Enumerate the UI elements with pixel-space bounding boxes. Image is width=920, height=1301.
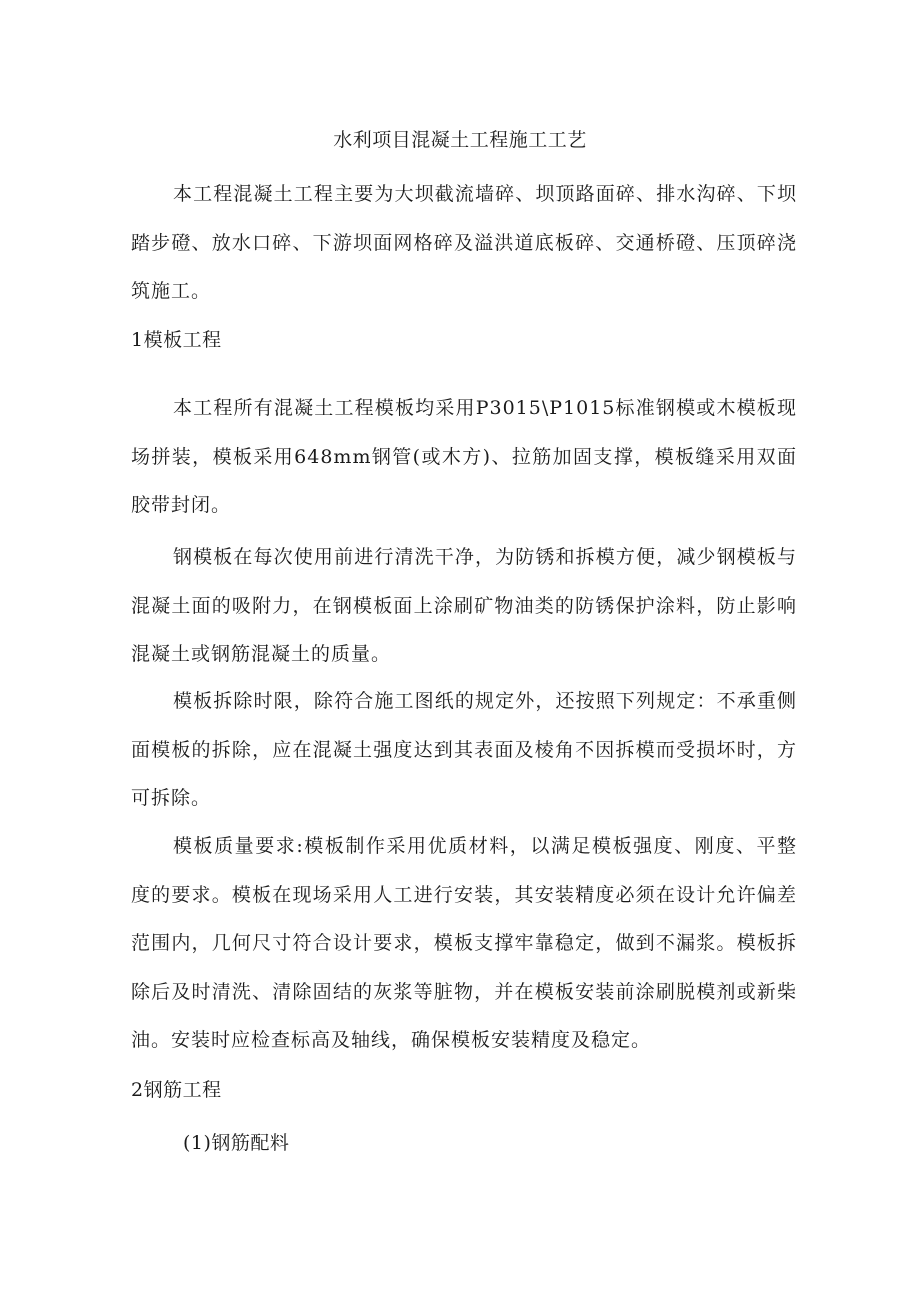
section-1-paragraph-3: 模板拆除时限，除符合施工图纸的规定外，还按照下列规定：不承重侧面模板的拆除，应在混凝土强度达到其表面及棱角不因拆模而受损坏时，方可拆除。 (131, 690, 797, 809)
section-2-heading: 2钢筋工程 (131, 1079, 222, 1101)
section-1-paragraph-2: 钢模板在每次使用前进行清洗干净，为防锈和拆模方便，减少钢模板与混凝土面的吸附力，在钢模板面上涂刷矿物油类的防锈保护涂料，防止影响混凝土或钢筋混凝土的质量。 (131, 546, 797, 665)
intro-paragraph: 本工程混凝土工程主要为大坝截流墙碎、坝顶路面碎、排水沟碎、下坝踏步磴、放水口碎、下游坝面网格碎及溢洪道底板碎、交通桥磴、压顶碎浇筑施工。 (131, 183, 797, 302)
section-2-subheading: (1)钢筋配料 (183, 1132, 290, 1154)
document-title: 水利项目混凝土工程施工工艺 (333, 129, 587, 151)
section-1-paragraph-4: 模板质量要求:模板制作采用优质材料，以满足模板强度、刚度、平整度的要求。模板在现场采用人工进行安装，其安装精度必须在设计允许偏差范围内，几何尺寸符合设计要求，模板支撑牢靠稳定，做到不漏浆。模板拆除后及时清洗、清除固结的灰浆等脏物，并在模板安装前涂刷脱模剂或新柴油。安装时应检查标高及轴线，确保模板安装精度及稳定。 (131, 835, 797, 1051)
section-1-paragraph-1: 本工程所有混凝土工程模板均采用P3015\P1015标准钢模或木模板现场拼装，模板采用648mm钢管(或木方)、拉筋加固支撑，模板缝采用双面胶带封闭。 (131, 397, 797, 516)
section-1-heading: 1模板工程 (131, 329, 222, 351)
